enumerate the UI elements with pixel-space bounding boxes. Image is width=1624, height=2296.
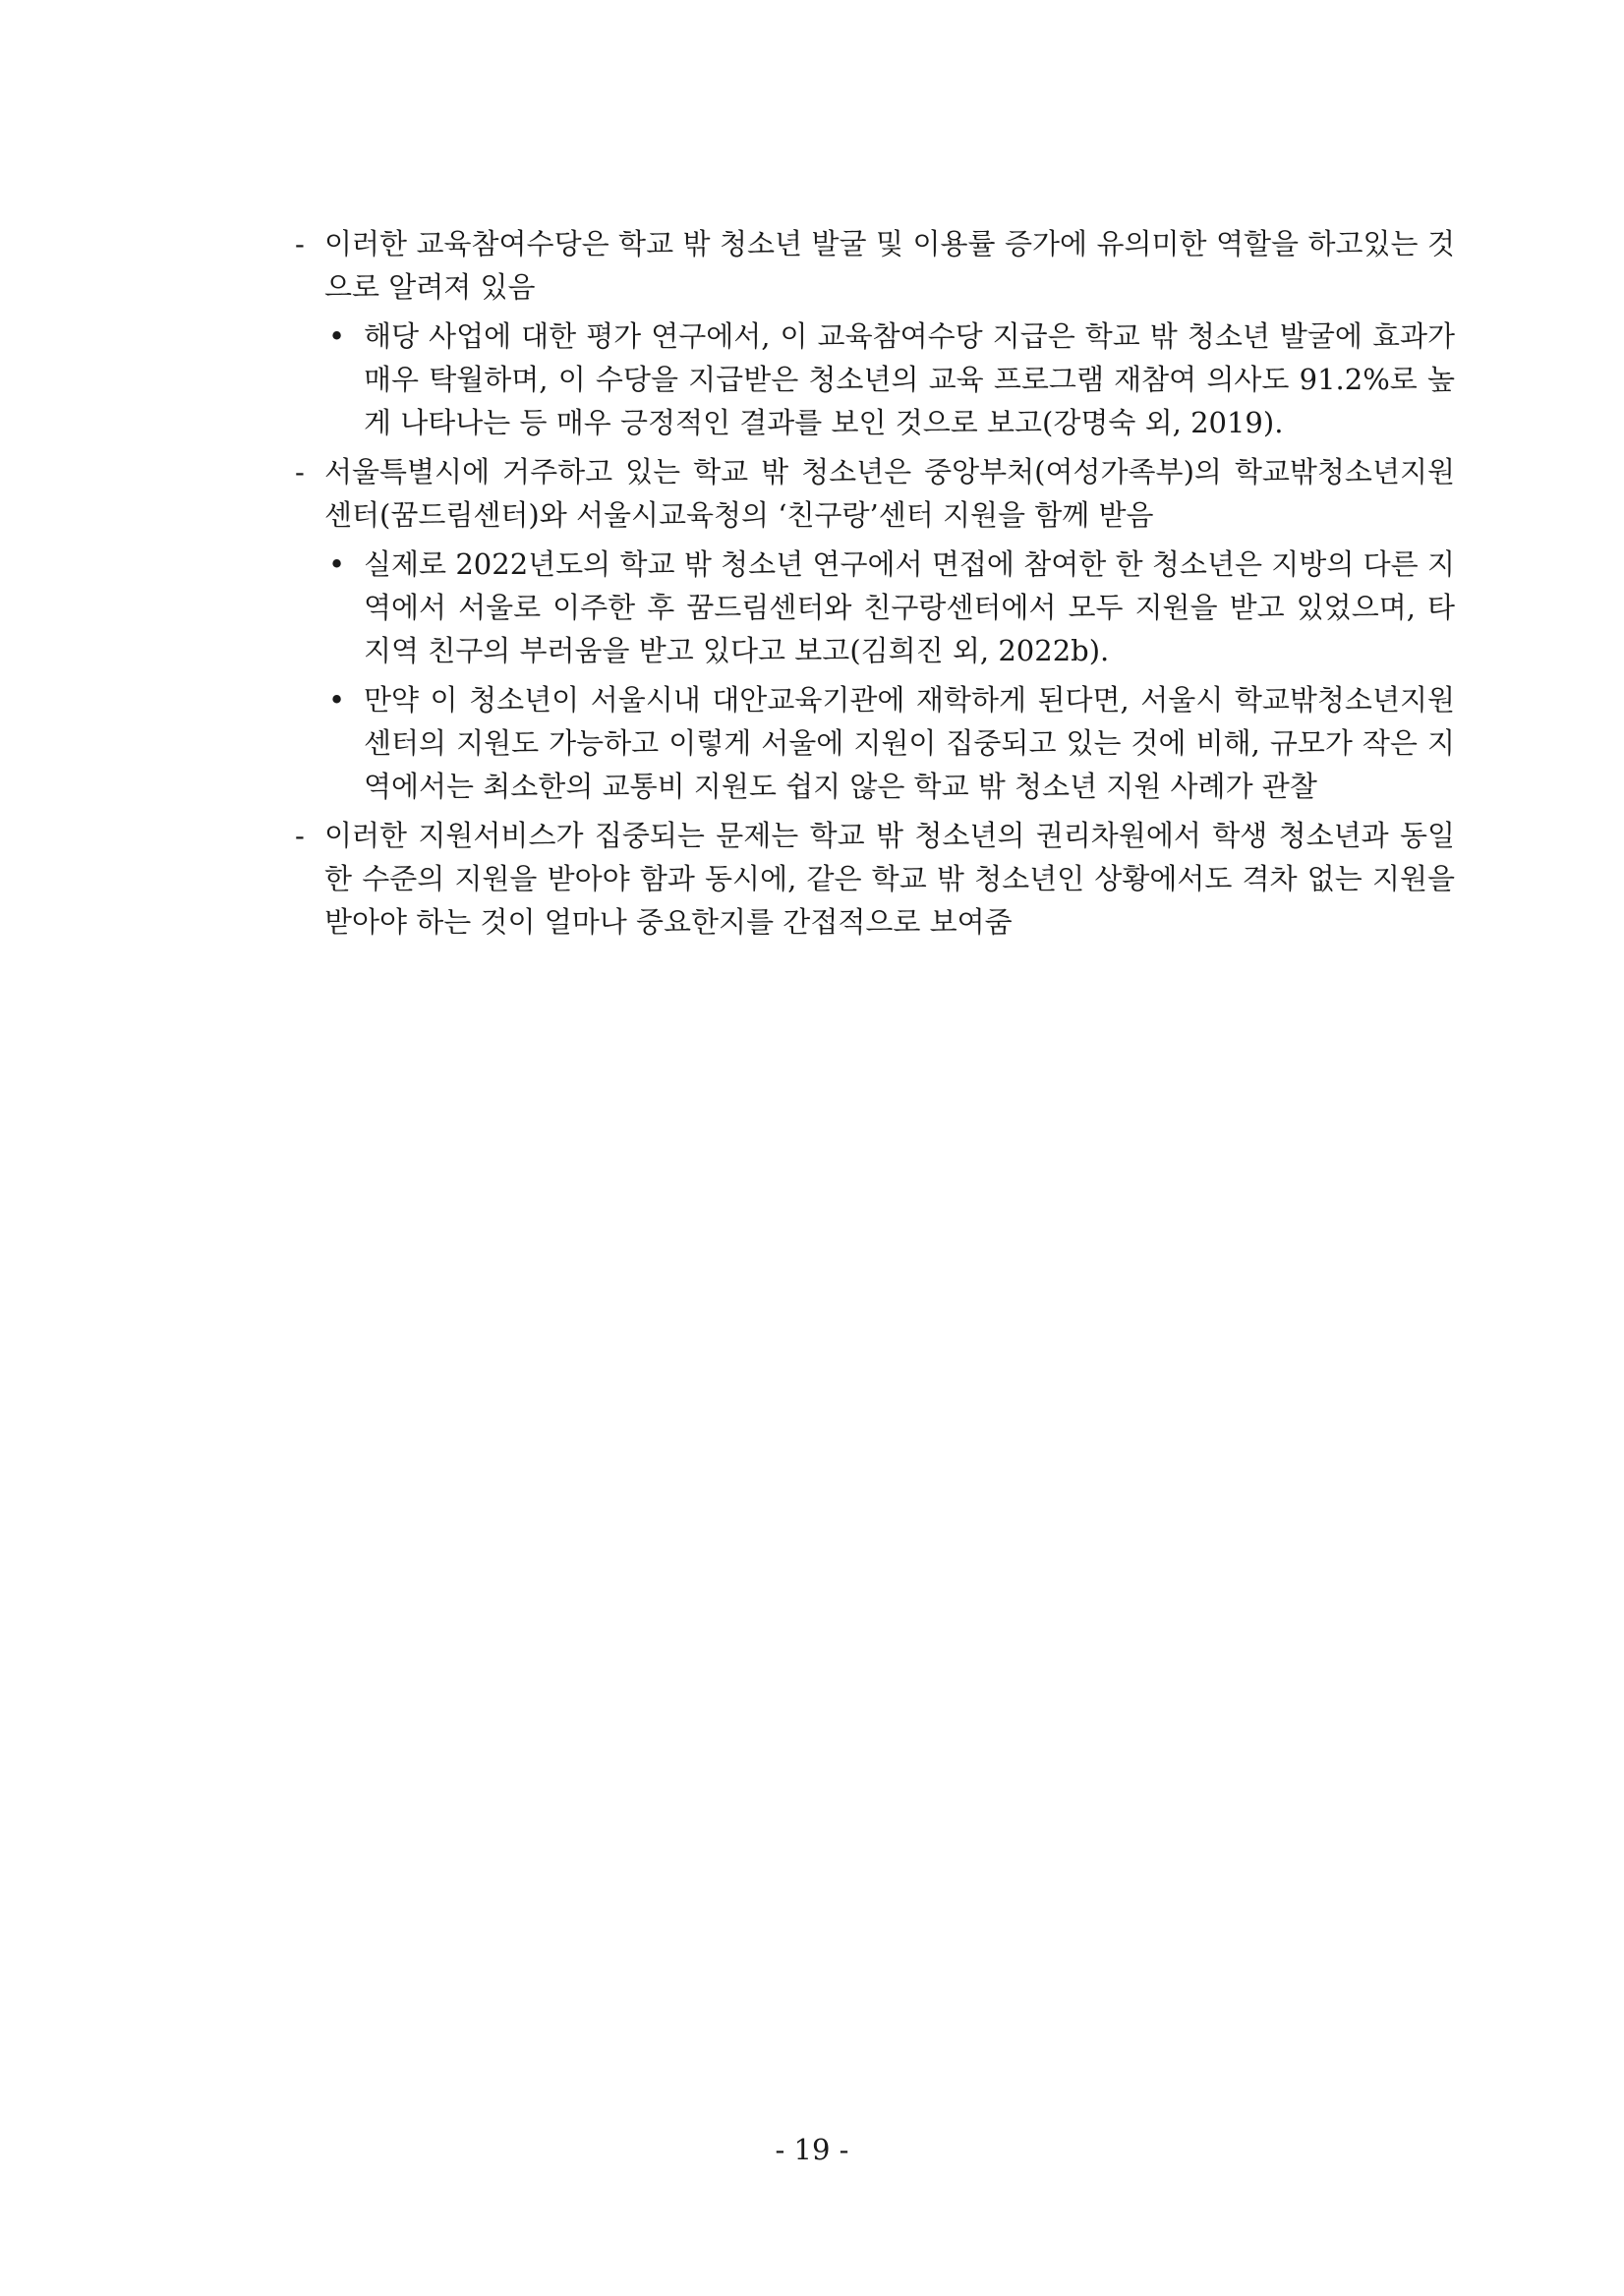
bullet-marker: • <box>328 547 346 581</box>
bullet-item-text: 실제로 2022년도의 학교 밖 청소년 연구에서 면접에 참여한 한 청소년은 지방의 다른 지역에서 서울로 이주한 후 꿈드림센터와 친구랑센터에서 모두 지원을 받고 있었으며, 타 지역 친구의 부러움을 받고 있다고 보고(김희진 외, 2022b). <box>364 547 1455 667</box>
dash-item-text: 이러한 교육참여수당은 학교 밖 청소년 발굴 및 이용률 증가에 유의미한 역할을 하고있는 것으로 알려져 있음 <box>324 227 1455 304</box>
bullet-marker: • <box>328 683 346 717</box>
bullet-item-text: 만약 이 청소년이 서울시내 대안교육기관에 재학하게 된다면, 서울시 학교밖청소년지원센터의 지원도 가능하고 이렇게 서울에 지원이 집중되고 있는 것에 비해, 규모가 작은 지역에서는 최소한의 교통비 지원도 쉽지 않은 학교 밖 청소년 지원 사례가 관찰 <box>364 683 1455 803</box>
bullet-item-3 <box>328 678 1455 808</box>
dash-item-1 <box>295 222 1455 309</box>
dash-item-2 <box>295 450 1455 537</box>
bullet-item-2 <box>328 543 1455 672</box>
dash-item-3 <box>295 814 1455 944</box>
dash-marker: - <box>295 455 305 488</box>
bullet-item-1 <box>328 315 1455 444</box>
bullet-marker: • <box>328 319 346 353</box>
bullet-item-text: 해당 사업에 대한 평가 연구에서, 이 교육참여수당 지급은 학교 밖 청소년 발굴에 효과가 매우 탁월하며, 이 수당을 지급받은 청소년의 교육 프로그램 재참여 의사도 91.2%로 높게 나타나는 등 매우 긍정적인 결과를 보인 것으로 보고(강명숙 외, 2019). <box>364 319 1455 439</box>
body-text <box>295 222 1455 949</box>
page-number: - 19 - <box>775 2133 849 2166</box>
dash-marker: - <box>295 227 305 260</box>
dash-item-text: 이러한 지원서비스가 집중되는 문제는 학교 밖 청소년의 권리차원에서 학생 청소년과 동일한 수준의 지원을 받아야 함과 동시에, 같은 학교 밖 청소년인 상황에서도 격차 없는 지원을 받아야 하는 것이 얼마나 중요한지를 간접적으로 보여줌 <box>324 819 1455 939</box>
dash-marker: - <box>295 819 305 852</box>
dash-item-text: 서울특별시에 거주하고 있는 학교 밖 청소년은 중앙부처(여성가족부)의 학교밖청소년지원센터(꿈드림센터)와 서울시교육청의 ‘친구랑’센터 지원을 함께 받음 <box>324 455 1455 532</box>
